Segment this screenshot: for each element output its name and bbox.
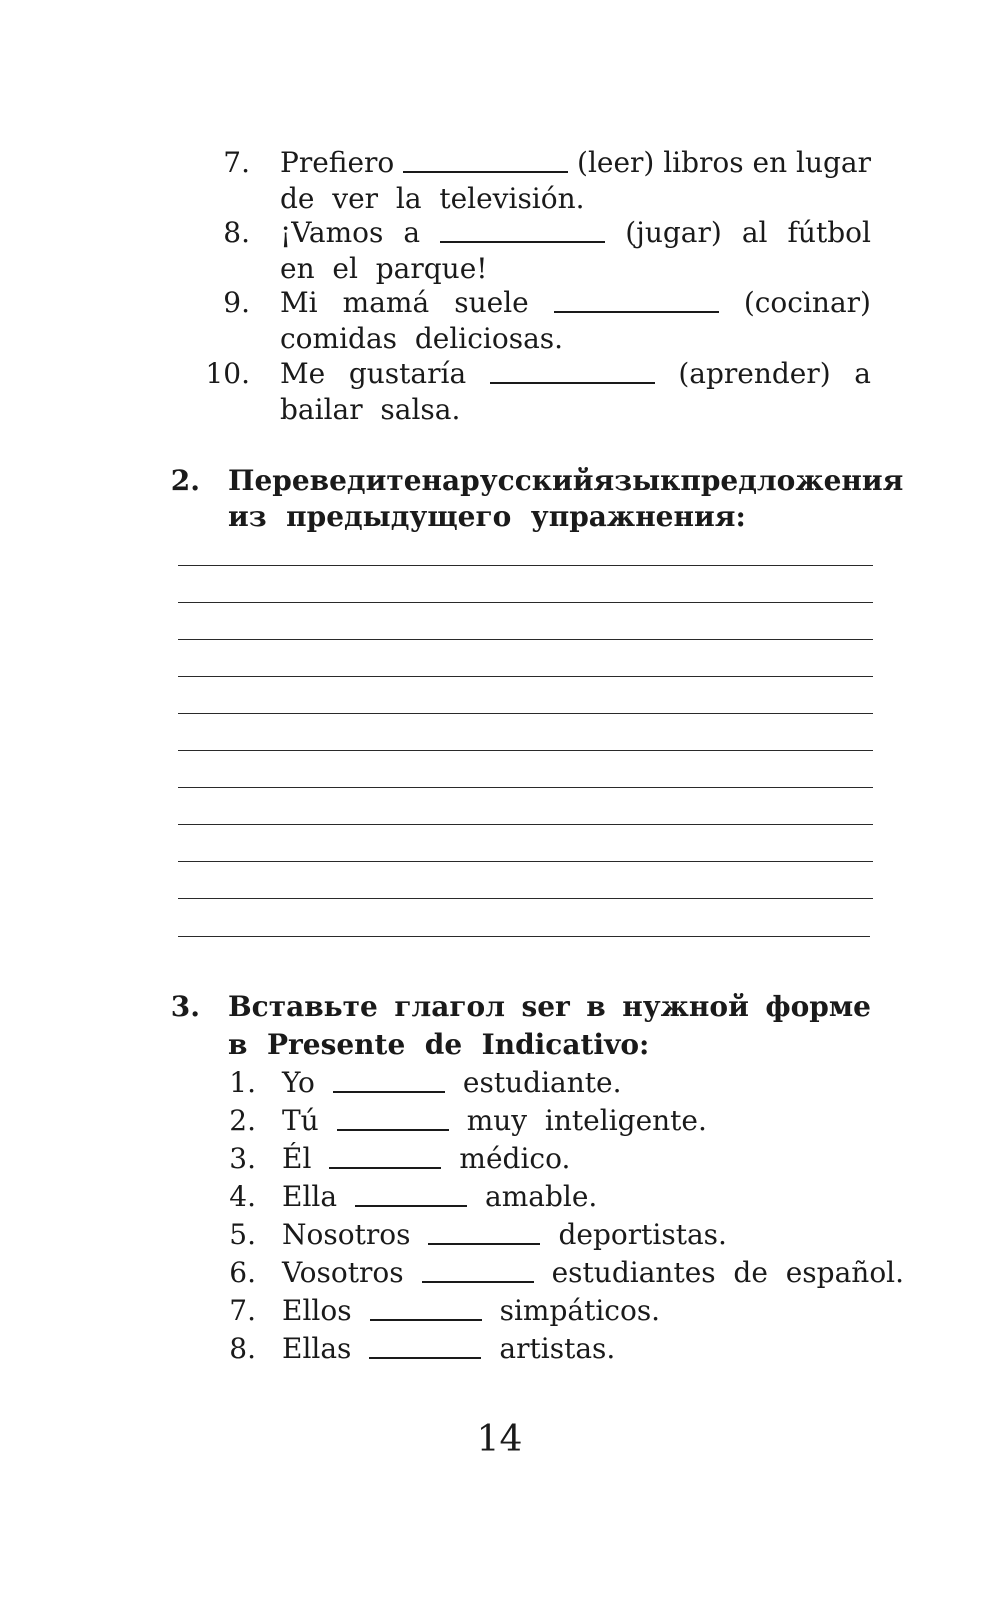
sentence-4 (282, 1179, 597, 1215)
item-number: 8. (229, 1332, 256, 1365)
item-number: 10. (205, 357, 250, 390)
exercise-number: 2. (170, 464, 200, 497)
subject: Tú (282, 1104, 319, 1137)
subject: Vosotros (282, 1256, 404, 1289)
word: (cocinar) (743, 286, 871, 319)
word: mamá (342, 286, 430, 319)
word: suele (454, 286, 529, 319)
answer-line[interactable] (178, 676, 873, 677)
answer-blank[interactable] (370, 1293, 482, 1321)
answer-line[interactable] (178, 824, 873, 825)
word: (leer) (577, 146, 655, 179)
sentence-6 (282, 1255, 904, 1291)
word: (aprender) (678, 357, 831, 390)
answer-blank[interactable] (428, 1217, 540, 1245)
answer-line[interactable] (178, 861, 873, 862)
word: форме (765, 990, 871, 1023)
word: ¡Vamos (280, 216, 384, 249)
item-8-line-2: en el parque! (280, 252, 488, 285)
answer-blank[interactable] (329, 1141, 441, 1169)
item-number: 7. (229, 1294, 256, 1327)
item-7-line-1 (280, 145, 871, 181)
answer-line[interactable] (178, 787, 873, 788)
subject: Ellas (282, 1332, 352, 1365)
exercise-number: 3. (170, 990, 200, 1023)
word: fútbol (787, 216, 871, 249)
item-9-line-1 (280, 285, 871, 321)
sentence-5 (282, 1217, 727, 1253)
answer-line[interactable] (178, 713, 873, 714)
answer-line[interactable] (178, 750, 873, 751)
item-7-line-2: de ver la televisión. (280, 182, 585, 215)
word: Prefiero (280, 146, 395, 179)
item-number: 5. (229, 1218, 256, 1251)
sentence-2 (282, 1103, 707, 1139)
sentence-rest: estudiantes de español. (551, 1256, 905, 1289)
answer-blank[interactable] (355, 1179, 467, 1207)
word: a (403, 216, 421, 249)
item-number: 9. (223, 286, 250, 319)
answer-line[interactable] (178, 936, 870, 937)
answer-blank[interactable] (440, 215, 605, 243)
item-number: 3. (229, 1142, 256, 1175)
word: Me (280, 357, 326, 390)
sentence-rest: amable. (485, 1180, 598, 1213)
exercise-3-title-line-1 (228, 989, 871, 1025)
word: Переведите (228, 464, 422, 497)
sentence-rest: artistas. (499, 1332, 616, 1365)
answer-blank[interactable] (337, 1103, 449, 1131)
word: ser (521, 990, 570, 1023)
word: Mi (280, 286, 318, 319)
sentence-8 (282, 1331, 615, 1367)
sentence-1 (282, 1065, 621, 1101)
word: a (854, 357, 871, 390)
subject: Él (282, 1142, 312, 1175)
answer-line[interactable] (178, 898, 873, 899)
word: нужной (622, 990, 749, 1023)
answer-blank[interactable] (403, 145, 568, 173)
word: al (741, 216, 768, 249)
subject: Yo (282, 1066, 315, 1099)
word: libros (663, 146, 744, 179)
item-number: 8. (223, 216, 250, 249)
word: на (421, 464, 461, 497)
answer-blank[interactable] (369, 1331, 481, 1359)
word: en (752, 146, 788, 179)
exercise-2-title-line-1 (228, 463, 904, 499)
item-number: 7. (223, 146, 250, 179)
item-9-line-2: comidas deliciosas. (280, 322, 564, 355)
sentence-rest: deportistas. (558, 1218, 727, 1251)
exercise-2-title-line-2: из предыдущего упражнения: (228, 500, 746, 533)
answer-line[interactable] (178, 602, 873, 603)
item-8-line-1 (280, 215, 871, 251)
sentence-rest: muy inteligente. (466, 1104, 707, 1137)
answer-blank[interactable] (490, 356, 655, 384)
item-number: 1. (229, 1066, 256, 1099)
word: русский (460, 464, 594, 497)
subject: Ellos (282, 1294, 352, 1327)
item-number: 6. (229, 1256, 256, 1289)
word: lugar (795, 146, 871, 179)
word: предложения (680, 464, 904, 497)
sentence-3 (282, 1141, 570, 1177)
answer-line[interactable] (178, 565, 873, 566)
item-10-line-2: bailar salsa. (280, 393, 461, 426)
word: в (586, 990, 606, 1023)
answer-blank[interactable] (333, 1065, 445, 1093)
answer-blank[interactable] (422, 1255, 534, 1283)
item-number: 4. (229, 1180, 256, 1213)
exercise-3-title-line-2: в Presente de Indicativo: (228, 1028, 650, 1061)
word: язык (593, 464, 681, 497)
word: (jugar) (625, 216, 722, 249)
word: Вставьте (228, 990, 378, 1023)
answer-blank[interactable] (554, 285, 719, 313)
sentence-rest: médico. (459, 1142, 571, 1175)
sentence-rest: simpáticos. (499, 1294, 661, 1327)
word: глагол (394, 990, 505, 1023)
subject: Nosotros (282, 1218, 411, 1251)
answer-line[interactable] (178, 639, 873, 640)
item-10-line-1 (280, 356, 871, 392)
subject: Ella (282, 1180, 338, 1213)
word: gustaría (348, 357, 467, 390)
sentence-rest: estudiante. (462, 1066, 622, 1099)
sentence-7 (282, 1293, 660, 1329)
item-number: 2. (229, 1104, 256, 1137)
page-number: 14 (476, 1419, 523, 1460)
